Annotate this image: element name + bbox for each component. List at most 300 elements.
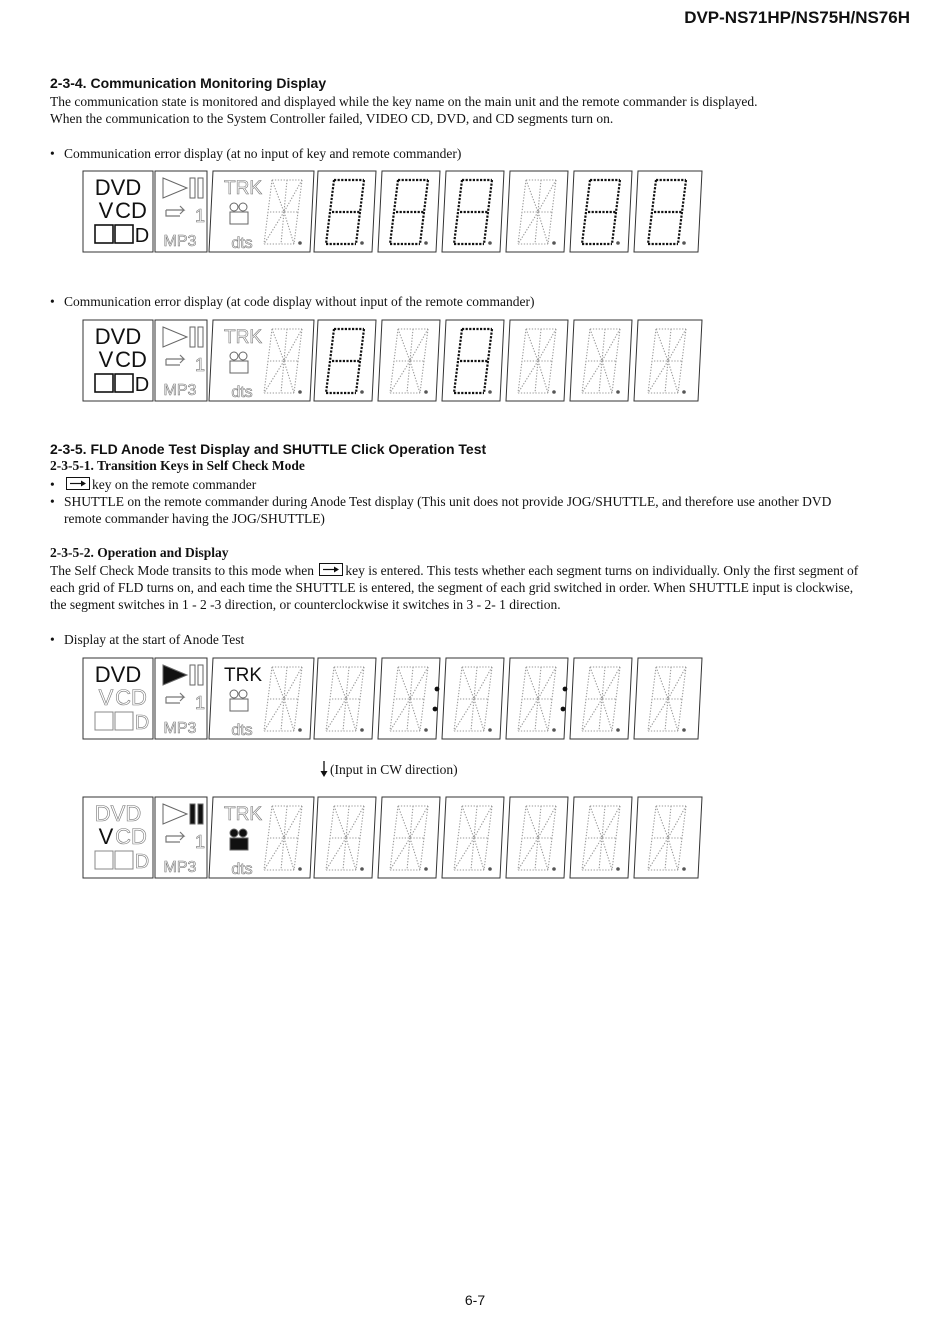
- fld-segment: [526, 667, 538, 699]
- fld-segment: [272, 667, 284, 699]
- trk-indicator: TRK: [224, 665, 262, 686]
- fld-segment: [356, 212, 360, 244]
- trk-indicator: TRK: [224, 804, 262, 825]
- fld-segment: [599, 838, 602, 870]
- fld-character: [326, 329, 364, 394]
- fld-segment: [599, 361, 602, 393]
- bullet-anode-start: • Display at the start of Anode Test: [50, 631, 870, 648]
- fld-segment: [407, 699, 410, 731]
- fld-segment: [474, 699, 484, 731]
- fld-segment: [474, 667, 492, 699]
- fld-segment: [346, 838, 356, 870]
- fld-segment: [268, 806, 272, 838]
- fld-segment: [656, 329, 668, 361]
- pause-icon: [190, 665, 195, 685]
- fld-segment: [518, 838, 522, 870]
- fld-cell-frame: [634, 320, 702, 401]
- fld-segment: [284, 212, 294, 244]
- play-icon: [163, 804, 187, 824]
- fld-segment: [522, 329, 526, 361]
- fld-character: [264, 667, 302, 732]
- fld-character: [518, 180, 556, 245]
- fld-segment: [284, 329, 287, 361]
- fld-segment: [538, 667, 556, 699]
- fld-segment: [346, 806, 364, 838]
- pause-icon: [190, 804, 195, 824]
- fld-segment: [474, 838, 484, 870]
- repeat-icon: [166, 355, 184, 365]
- fld-segment: [678, 361, 682, 393]
- fld-segment: [454, 212, 458, 244]
- bullet-key-remote: • key on the remote commander: [50, 476, 870, 493]
- fld-decimal-dot: [360, 867, 364, 871]
- fld-segment: [652, 667, 656, 699]
- dolby-box-icon: [115, 712, 133, 730]
- fld-segment: [454, 838, 458, 870]
- fld-decimal-dot: [360, 241, 364, 245]
- fld-decimal-dot: [616, 867, 620, 871]
- fld-segment: [522, 806, 526, 838]
- fld-segment: [458, 329, 462, 361]
- fld-segment: [538, 806, 541, 838]
- fld-segment: [538, 806, 556, 838]
- fld-segment: [294, 699, 298, 731]
- fld-segment: [518, 361, 522, 393]
- fld-segment: [668, 806, 686, 838]
- repeat-icon: [166, 693, 184, 703]
- fld-segment: [682, 329, 686, 361]
- colon-dot: [435, 687, 440, 692]
- pause-icon: [198, 665, 203, 685]
- cd-indicator: CD: [115, 685, 147, 710]
- fld-segment: [346, 699, 356, 731]
- fld-segment: [360, 667, 364, 699]
- v-indicator: V: [98, 347, 114, 372]
- fld-segment: [599, 699, 602, 731]
- fld-segment: [590, 329, 602, 361]
- fld-segment: [668, 329, 686, 361]
- fld-segment: [330, 329, 334, 361]
- fld-segment: [538, 180, 556, 212]
- fld-decimal-dot: [424, 867, 428, 871]
- fld-character: [582, 329, 620, 394]
- repeat-icon: [166, 832, 184, 842]
- fld-segment: [454, 361, 458, 393]
- fld-segment: [522, 667, 526, 699]
- fld-segment: [678, 212, 682, 244]
- mp3-indicator: MP3: [163, 233, 197, 250]
- fld-segment: [284, 838, 294, 870]
- fld-segment: [458, 667, 462, 699]
- fld-segment: [424, 180, 428, 212]
- dts-logo-icon: dts: [231, 384, 253, 401]
- fld-segment: [356, 699, 360, 731]
- fld-segment: [538, 699, 548, 731]
- play-icon: [163, 327, 187, 347]
- fld-character: [454, 180, 492, 245]
- colon-dot: [561, 707, 566, 712]
- fld-decimal-dot: [552, 867, 556, 871]
- fld-segment: [458, 180, 462, 212]
- fld-segment: [390, 361, 394, 393]
- fld-segment: [294, 838, 298, 870]
- dolby-box-icon: [115, 225, 133, 243]
- fld-segment: [616, 180, 620, 212]
- fld-character: [518, 667, 556, 732]
- fld-panel-svg: [82, 319, 706, 403]
- fld-segment: [488, 329, 492, 361]
- cd-indicator: CD: [115, 198, 147, 223]
- fld-segment: [424, 667, 428, 699]
- fld-segment: [330, 806, 334, 838]
- fld-segment: [484, 212, 488, 244]
- fld-segment: [272, 329, 284, 361]
- dts-logo-icon: dts: [231, 235, 253, 252]
- fld-segment: [582, 212, 586, 244]
- fld-decimal-dot: [682, 241, 686, 245]
- fld-segment: [398, 806, 410, 838]
- dts-logo-icon: dts: [231, 861, 253, 878]
- fld-segment: [602, 699, 612, 731]
- fld-segment: [268, 667, 272, 699]
- fld-segment: [398, 667, 410, 699]
- fld-segment: [538, 838, 548, 870]
- fld-segment: [474, 806, 477, 838]
- fld-segment: [602, 806, 605, 838]
- fld-character: [454, 329, 492, 394]
- d-indicator: D: [134, 225, 150, 247]
- fld-segment: [586, 667, 590, 699]
- fld-decimal-dot: [298, 728, 302, 732]
- fld-segment: [612, 699, 616, 731]
- fld-segment: [665, 699, 668, 731]
- fld-segment: [394, 329, 398, 361]
- fld-segment: [284, 667, 302, 699]
- fld-character: [648, 180, 686, 245]
- fld-segment: [407, 361, 410, 393]
- fld-segment: [616, 667, 620, 699]
- repeat-one-indicator: 1: [195, 206, 206, 226]
- fld-decimal-dot: [424, 728, 428, 732]
- fld-segment: [394, 180, 398, 212]
- fld-character: [582, 667, 620, 732]
- fld-segment: [410, 699, 420, 731]
- fld-decimal-dot: [616, 390, 620, 394]
- fld-segment: [356, 838, 360, 870]
- v-indicator: V: [98, 824, 114, 849]
- fld-segment: [602, 838, 612, 870]
- fld-segment: [268, 180, 272, 212]
- camera-reel-icon: [239, 829, 247, 837]
- fld-character: [390, 180, 428, 245]
- fld-cell-frame: [442, 658, 504, 739]
- fld-segment: [360, 806, 364, 838]
- fld-cell-frame: [506, 171, 568, 252]
- fld-segment: [454, 699, 458, 731]
- fld-segment: [474, 667, 477, 699]
- fld-segment: [488, 180, 492, 212]
- fld-segment: [648, 361, 652, 393]
- section-234-para2: When the communication to the System Controller failed, VIDEO CD, DVD, and CD segments turn on.: [50, 111, 614, 126]
- fld-segment: [552, 329, 556, 361]
- dolby-box-icon: [95, 851, 113, 869]
- fld-segment: [518, 212, 522, 244]
- fld-segment: [535, 212, 538, 244]
- d-indicator: D: [134, 851, 150, 873]
- dolby-box-icon: [95, 712, 113, 730]
- fld-segment: [552, 180, 556, 212]
- fld-decimal-dot: [424, 390, 428, 394]
- fld-segment: [407, 838, 410, 870]
- dolby-box-icon: [95, 225, 113, 243]
- fld-segment: [343, 699, 346, 731]
- fld-panel-svg: [82, 170, 706, 254]
- fld-segment: [668, 667, 671, 699]
- fld-segment: [268, 329, 272, 361]
- fld-decimal-dot: [616, 241, 620, 245]
- play-icon: [163, 665, 187, 685]
- fld-segment: [582, 361, 586, 393]
- fld-character: [518, 329, 556, 394]
- fld-segment: [616, 806, 620, 838]
- fld-segment: [284, 180, 302, 212]
- fld-character: [326, 806, 364, 871]
- fld-segment: [586, 180, 590, 212]
- fld-segment: [424, 329, 428, 361]
- trk-indicator: TRK: [224, 178, 262, 199]
- fld-segment: [281, 361, 284, 393]
- fld-cell-frame: [570, 658, 632, 739]
- fld-segment: [284, 329, 302, 361]
- fld-decimal-dot: [360, 390, 364, 394]
- fld-segment: [471, 838, 474, 870]
- fld-segment: [390, 838, 394, 870]
- fld-decimal-dot: [552, 241, 556, 245]
- fld-segment: [410, 667, 428, 699]
- fld-segment: [586, 806, 590, 838]
- fld-cell-frame: [442, 797, 504, 878]
- fld-segment: [678, 838, 682, 870]
- arrow-key-icon: [319, 563, 343, 576]
- fld-segment: [420, 699, 424, 731]
- fld-segment: [326, 699, 330, 731]
- fld-decimal-dot: [682, 728, 686, 732]
- fld-cell-frame: [378, 658, 440, 739]
- fld-segment: [420, 838, 424, 870]
- fld-segment: [526, 329, 538, 361]
- fld-panel-svg: [82, 657, 706, 741]
- fld-segment: [462, 806, 474, 838]
- fld-decimal-dot: [488, 241, 492, 245]
- fld-character: [264, 329, 302, 394]
- fld-segment: [410, 806, 428, 838]
- fld-segment: [326, 838, 330, 870]
- dvd-indicator: DVD: [94, 662, 142, 687]
- fld-cell-frame: [634, 658, 702, 739]
- d-indicator: D: [134, 374, 150, 396]
- fld-segment: [264, 212, 268, 244]
- fld-cell-frame: [570, 320, 632, 401]
- fld-segment: [284, 806, 287, 838]
- fld-segment: [294, 361, 298, 393]
- fld-segment: [538, 180, 541, 212]
- fld-segment: [424, 806, 428, 838]
- repeat-one-indicator: 1: [195, 355, 206, 375]
- fld-decimal-dot: [552, 390, 556, 394]
- fld-segment: [612, 838, 616, 870]
- fld-segment: [264, 838, 268, 870]
- fld-segment: [462, 667, 474, 699]
- fld-display-comm-error-2: [82, 319, 706, 403]
- fld-segment: [682, 667, 686, 699]
- fld-segment: [656, 667, 668, 699]
- fld-segment: [682, 806, 686, 838]
- camera-reel-icon: [239, 203, 247, 211]
- fld-cell-frame: [634, 797, 702, 878]
- fld-segment: [548, 212, 552, 244]
- fld-segment: [298, 806, 302, 838]
- dvd-indicator: DVD: [94, 175, 142, 200]
- fld-segment: [526, 180, 538, 212]
- fld-cell-frame: [378, 320, 440, 401]
- fld-decimal-dot: [424, 241, 428, 245]
- fld-decimal-dot: [682, 867, 686, 871]
- fld-segment: [458, 806, 462, 838]
- fld-segment: [612, 212, 616, 244]
- fld-cell-frame: [634, 171, 702, 252]
- fld-segment: [394, 806, 398, 838]
- camera-reel-icon: [239, 352, 247, 360]
- v-indicator: V: [98, 198, 114, 223]
- repeat-one-indicator: 1: [195, 693, 206, 713]
- pause-icon: [198, 804, 203, 824]
- fld-decimal-dot: [298, 390, 302, 394]
- fld-segment: [334, 667, 346, 699]
- camera-reel-icon: [239, 690, 247, 698]
- dolby-box-icon: [95, 374, 113, 392]
- fld-segment: [526, 806, 538, 838]
- fld-segment: [602, 329, 620, 361]
- v-indicator: V: [98, 685, 114, 710]
- down-arrow-icon: [318, 760, 330, 778]
- fld-decimal-dot: [360, 728, 364, 732]
- cd-indicator: CD: [115, 824, 147, 849]
- fld-character: [454, 806, 492, 871]
- fld-segment: [582, 838, 586, 870]
- bullet-comm-error-code: • Communication error display (at code display without input of the remote commander): [50, 293, 870, 310]
- fld-character: [264, 806, 302, 871]
- subsection-title-2351: 2-3-5-1. Transition Keys in Self Check Mode: [50, 458, 305, 473]
- dvd-indicator: DVD: [94, 324, 142, 349]
- fld-decimal-dot: [682, 390, 686, 394]
- fld-segment: [668, 806, 671, 838]
- arrow-key-icon: [66, 477, 90, 490]
- fld-segment: [294, 212, 298, 244]
- dts-logo-icon: dts: [231, 722, 253, 739]
- fld-segment: [668, 667, 686, 699]
- camera-reel-icon: [230, 690, 238, 698]
- fld-segment: [394, 667, 398, 699]
- fld-character: [264, 180, 302, 245]
- fld-segment: [535, 699, 538, 731]
- fld-segment: [281, 699, 284, 731]
- subsection-title-2352: 2-3-5-2. Operation and Display: [50, 545, 229, 560]
- fld-segment: [652, 806, 656, 838]
- fld-cell-frame: [378, 797, 440, 878]
- fld-segment: [326, 361, 330, 393]
- fld-segment: [582, 699, 586, 731]
- fld-display-comm-error-1: [82, 170, 706, 254]
- fld-segment: [538, 361, 548, 393]
- fld-segment: [590, 667, 602, 699]
- fld-segment: [484, 699, 488, 731]
- fld-segment: [298, 180, 302, 212]
- camera-reel-icon: [230, 829, 238, 837]
- fld-segment: [665, 838, 668, 870]
- fld-segment: [420, 212, 424, 244]
- fld-segment: [298, 667, 302, 699]
- fld-character: [326, 180, 364, 245]
- cd-indicator: CD: [115, 347, 147, 372]
- fld-segment: [682, 180, 686, 212]
- camera-angle-icon: [230, 838, 248, 850]
- camera-angle-icon: [230, 212, 248, 224]
- fld-segment: [488, 806, 492, 838]
- fld-character: [390, 806, 428, 871]
- fld-character: [390, 667, 428, 732]
- fld-segment: [334, 806, 346, 838]
- fld-segment: [281, 212, 284, 244]
- fld-decimal-dot: [298, 241, 302, 245]
- fld-segment: [284, 667, 287, 699]
- fld-segment: [552, 667, 556, 699]
- fld-segment: [586, 329, 590, 361]
- fld-display-anode-start: [82, 657, 706, 741]
- fld-decimal-dot: [616, 728, 620, 732]
- fld-display-after-cw: [82, 796, 706, 880]
- repeat-icon: [166, 206, 184, 216]
- fld-segment: [484, 838, 488, 870]
- fld-segment: [648, 838, 652, 870]
- fld-character: [518, 806, 556, 871]
- page-number: 6-7: [464, 1292, 486, 1308]
- bullet-comm-error-no-input: • Communication error display (at no input of key and remote commander): [50, 145, 870, 162]
- fld-decimal-dot: [552, 728, 556, 732]
- fld-segment: [602, 329, 605, 361]
- section-title-234: 2-3-4. Communication Monitoring Display: [50, 75, 327, 91]
- dolby-box-icon: [115, 851, 133, 869]
- cw-caption: (Input in CW direction): [318, 760, 458, 778]
- fld-segment: [360, 180, 364, 212]
- fld-segment: [538, 212, 548, 244]
- fld-segment: [678, 699, 682, 731]
- fld-segment: [264, 699, 268, 731]
- fld-character: [390, 329, 428, 394]
- fld-segment: [356, 361, 360, 393]
- fld-segment: [602, 806, 620, 838]
- fld-segment: [410, 329, 413, 361]
- mp3-indicator: MP3: [163, 720, 197, 737]
- fld-character: [582, 806, 620, 871]
- fld-character: [582, 180, 620, 245]
- fld-segment: [410, 806, 413, 838]
- fld-segment: [665, 361, 668, 393]
- fld-segment: [535, 361, 538, 393]
- fld-segment: [535, 838, 538, 870]
- fld-segment: [420, 361, 424, 393]
- fld-character: [648, 667, 686, 732]
- fld-segment: [552, 806, 556, 838]
